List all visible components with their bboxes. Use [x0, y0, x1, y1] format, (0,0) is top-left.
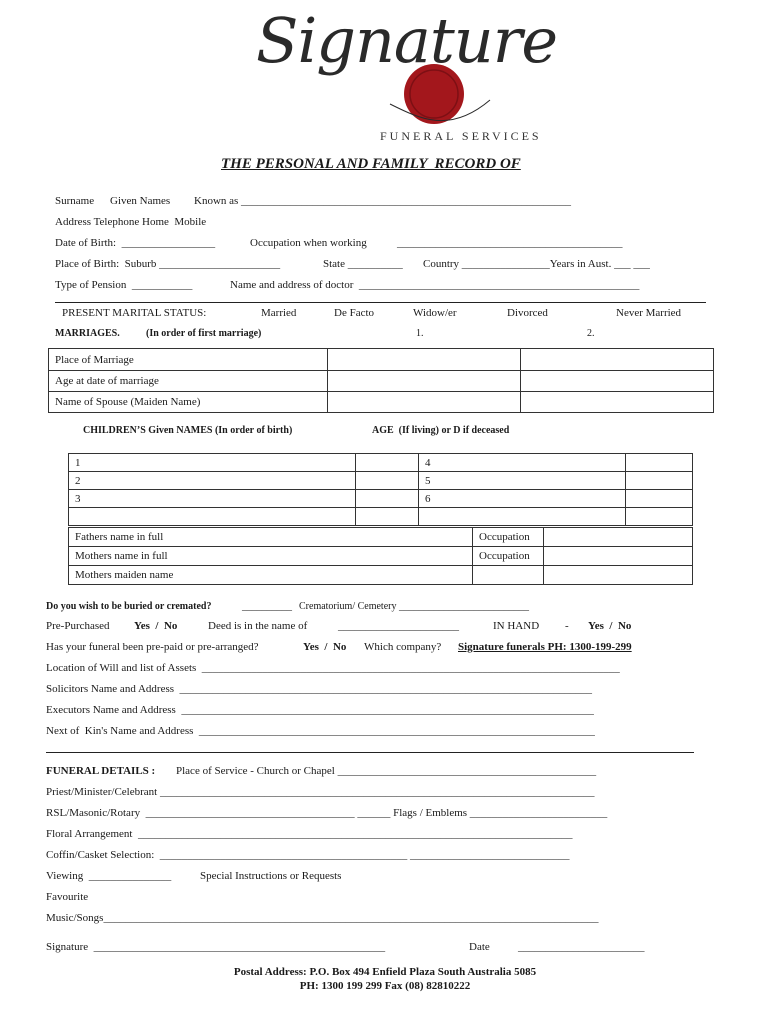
country-field[interactable]: Country ________________Years in Aust. ___ ___ — [423, 258, 650, 270]
marriages-note: (In order of first marriage) — [146, 328, 262, 339]
marriage-cell[interactable] — [521, 349, 714, 371]
given-names-label: Given Names — [110, 195, 171, 207]
company-name: Signature funerals PH: 1300-199-299 — [458, 641, 632, 653]
known-as-field[interactable]: Known as ____________________________________________________________ — [194, 195, 572, 207]
child-number: 4 — [419, 454, 626, 472]
child-age-cell[interactable] — [626, 454, 693, 472]
address-telephone-label: Address Telephone Home Mobile — [55, 216, 207, 228]
child-number: 2 — [69, 472, 356, 490]
child-number: 3 — [69, 490, 356, 508]
solicitors-field[interactable]: Solicitors Name and Address ___________________________________________________________________________ — [46, 683, 593, 695]
floral-field[interactable]: Floral Arrangement _______________________________________________________________________________ — [46, 828, 573, 840]
crematorium-field[interactable]: Crematorium/ Cemetery __________________________ — [299, 601, 529, 612]
parent-row-label: Mothers maiden name — [69, 566, 473, 585]
child-number: 1 — [69, 454, 356, 472]
signature-field[interactable]: Signature _____________________________________________________ — [46, 941, 386, 953]
marriage-col-2: 2. — [587, 328, 595, 339]
state-field[interactable]: State __________ — [323, 258, 403, 270]
marriage-row-label: Age at date of marriage — [49, 371, 328, 392]
in-hand-yes-no[interactable]: Yes / No — [588, 620, 632, 632]
children-names-header: CHILDREN’S Given NAMES (In order of birth) — [83, 425, 293, 436]
music-field[interactable]: Music/Songs__________________________________________________________________________________________ — [46, 912, 599, 924]
parent-occupation-label: Occupation — [473, 528, 544, 547]
table-row — [69, 490, 693, 508]
child-number — [419, 508, 626, 526]
table-row — [49, 349, 714, 371]
occupation-label: Occupation when working — [250, 237, 367, 249]
marriage-cell[interactable] — [328, 392, 521, 413]
funeral-details-label: FUNERAL DETAILS : — [46, 765, 156, 777]
marital-option-widower[interactable]: Widow/er — [413, 307, 457, 319]
favourite-label: Favourite — [46, 891, 89, 903]
pre-purchased-yes-no[interactable]: Yes / No — [134, 620, 178, 632]
page-title: THE PERSONAL AND FAMILY RECORD OF — [221, 156, 521, 172]
place-of-service-field[interactable]: Place of Service - Church or Chapel _______________________________________________ — [176, 765, 597, 777]
divider-line — [55, 302, 706, 303]
pre-paid-question: Has your funeral been pre-paid or pre-arranged? — [46, 641, 259, 653]
child-age-cell[interactable] — [356, 454, 419, 472]
child-number: 5 — [419, 472, 626, 490]
will-location-field[interactable]: Location of Will and list of Assets ____________________________________________________________________________ — [46, 662, 620, 674]
parent-occupation-cell[interactable] — [544, 566, 693, 585]
table-row — [69, 454, 693, 472]
parents-table — [68, 527, 693, 585]
child-age-cell[interactable] — [626, 472, 693, 490]
table-row — [49, 392, 714, 413]
viewing-field[interactable]: Viewing _______________ — [46, 870, 172, 882]
buried-or-cremated-field[interactable]: __________ — [242, 601, 292, 612]
logo — [250, 4, 558, 154]
children-table — [68, 453, 693, 526]
parent-occupation-cell[interactable] — [544, 528, 693, 547]
divider-line — [46, 752, 694, 753]
child-number: 6 — [419, 490, 626, 508]
marriage-cell[interactable] — [328, 349, 521, 371]
next-of-kin-field[interactable]: Next of Kin's Name and Address ________________________________________________________________________ — [46, 725, 595, 737]
child-age-cell[interactable] — [356, 490, 419, 508]
marital-option-married[interactable]: Married — [261, 307, 297, 319]
marriage-row-label: Place of Marriage — [49, 349, 328, 371]
marriage-cell[interactable] — [521, 392, 714, 413]
marriage-cell[interactable] — [328, 371, 521, 392]
parent-occupation-label: Occupation — [473, 547, 544, 566]
table-row — [69, 472, 693, 490]
place-of-birth-field[interactable]: Place of Birth: Suburb ______________________ — [55, 258, 281, 270]
footer-phone: PH: 1300 199 299 Fax (08) 82810222 — [299, 980, 471, 992]
marital-option-never-married[interactable]: Never Married — [616, 307, 682, 319]
rsl-field[interactable]: RSL/Masonic/Rotary ______________________________________ ______ Flags / Emblems _________________________ — [46, 807, 608, 819]
occupation-field[interactable]: _________________________________________ — [397, 237, 623, 249]
parent-occupation-cell[interactable] — [544, 547, 693, 566]
marriage-row-label: Name of Spouse (Maiden Name) — [49, 392, 328, 413]
executors-field[interactable]: Executors Name and Address ___________________________________________________________________________ — [46, 704, 594, 716]
parent-row-label: Mothers name in full — [69, 547, 473, 566]
logo-subtitle: FUNERAL SERVICES — [380, 129, 542, 143]
parent-occupation-label — [473, 566, 544, 585]
marital-option-de-facto[interactable]: De Facto — [334, 307, 375, 319]
marriages-label: MARRIAGES. — [55, 328, 120, 339]
doctor-field[interactable]: Name and address of doctor ___________________________________________________ — [230, 279, 640, 291]
child-age-cell[interactable] — [356, 472, 419, 490]
type-of-pension-field[interactable]: Type of Pension ___________ — [55, 279, 193, 291]
pre-paid-yes-no[interactable]: Yes / No — [303, 641, 347, 653]
table-row — [69, 547, 693, 566]
deed-label: Deed is in the name of — [208, 620, 308, 632]
in-hand-dash: - — [565, 620, 569, 632]
date-of-birth-field[interactable]: Date of Birth: _________________ — [55, 237, 216, 249]
children-age-header: AGE (If living) or D if deceased — [372, 425, 510, 436]
which-company-label: Which company? — [364, 641, 442, 653]
table-row — [49, 371, 714, 392]
marriages-table — [48, 348, 714, 413]
table-row — [69, 508, 693, 526]
pre-purchased-label: Pre-Purchased — [46, 620, 110, 632]
in-hand-label: IN HAND — [493, 620, 540, 632]
table-row — [69, 528, 693, 547]
coffin-field[interactable]: Coffin/Casket Selection: _____________________________________________ _____________________________ — [46, 849, 570, 861]
marriage-cell[interactable] — [521, 371, 714, 392]
marital-status-label: PRESENT MARITAL STATUS: — [62, 307, 207, 319]
logo-script-text: Signature — [256, 4, 558, 77]
child-number — [69, 508, 356, 526]
date-label: Date — [469, 941, 490, 953]
table-row — [69, 566, 693, 585]
child-age-cell[interactable] — [626, 508, 693, 526]
priest-field[interactable]: Priest/Minister/Celebrant _______________________________________________________________________________ — [46, 786, 595, 798]
parent-row-label: Fathers name in full — [69, 528, 473, 547]
marriage-col-1: 1. — [416, 328, 424, 339]
surname-label: Surname — [55, 195, 95, 207]
footer-postal-address: Postal Address: P.O. Box 494 Enfield Plaza South Australia 5085 — [233, 966, 537, 978]
deed-field[interactable]: ______________________ — [338, 620, 459, 632]
child-age-cell[interactable] — [356, 508, 419, 526]
child-age-cell[interactable] — [626, 490, 693, 508]
marital-option-divorced[interactable]: Divorced — [507, 307, 548, 319]
date-field[interactable]: _______________________ — [518, 941, 645, 953]
buried-or-cremated-question: Do you wish to be buried or cremated? — [46, 601, 212, 612]
special-instructions-label: Special Instructions or Requests — [200, 870, 342, 882]
